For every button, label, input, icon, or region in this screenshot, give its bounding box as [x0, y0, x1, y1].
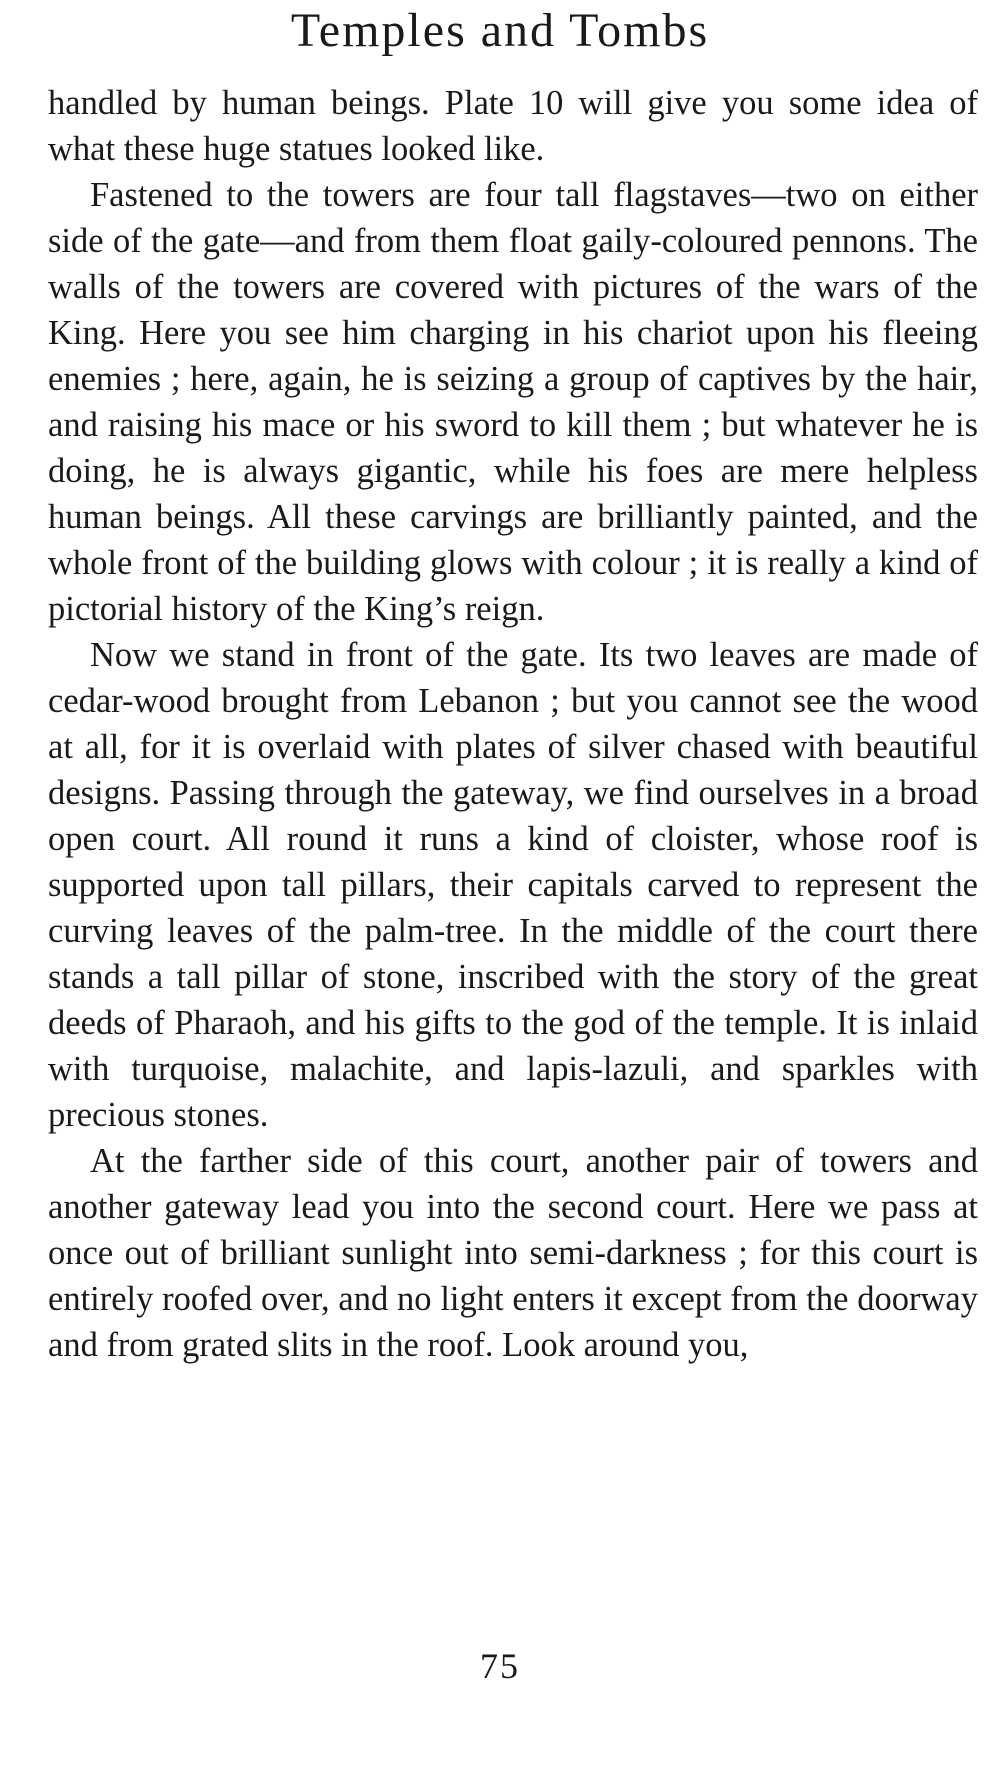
paragraph-continuation: handled by human beings. Plate 10 will give you some idea of what these huge statues looked like. [48, 84, 978, 168]
paragraph-flagstaves: Fastened to the towers are four tall flagstaves—two on either side of the gate—and from them float gaily-coloured pennons. The walls of the towers are covered with pictures of the wars of the King. Here you see him charging in his chariot upon his fleeing enemies ; here, again, he is seizing a group of captives by the hair, and raising his mace or his sword to kill them ; but whatever he is doing, he is always gigantic, while his foes are mere helpless human beings. All these carvings are brilliantly painted, and the whole front of the building glows with colour ; it is really a kind of pictorial history of the King’s reign. [48, 176, 978, 628]
body-text [48, 80, 978, 1368]
running-title: Temples and Tombs [290, 4, 710, 57]
paragraph-gate: Now we stand in front of the gate. Its two leaves are made of cedar-wood brought from Lebanon ; but you cannot see the wood at all, for it is overlaid with plates of silver chased with beautiful designs. Passing through the gateway, we find ourselves in a broad open court. All round it runs a kind of cloister, whose roof is supported upon tall pillars, their capitals carved to represent the curving leaves of the palm-tree. In the middle of the court there stands a tall pillar of stone, inscribed with the story of the great deeds of Pharaoh, and his gifts to the god of the temple. It is inlaid with turquoise, malachite, and lapis-lazuli, and sparkles with precious stones. [48, 636, 978, 1134]
page-number: 75 [480, 1646, 520, 1686]
paragraph-second-court: At the farther side of this court, another pair of towers and another gateway lead you into the second court. Here we pass at once out of brilliant sunlight into semi-darkness ; for this court is entirely roofed over, and no light enters it except from the doorway and from grated slits in the roof. Look around you, [48, 1142, 978, 1364]
